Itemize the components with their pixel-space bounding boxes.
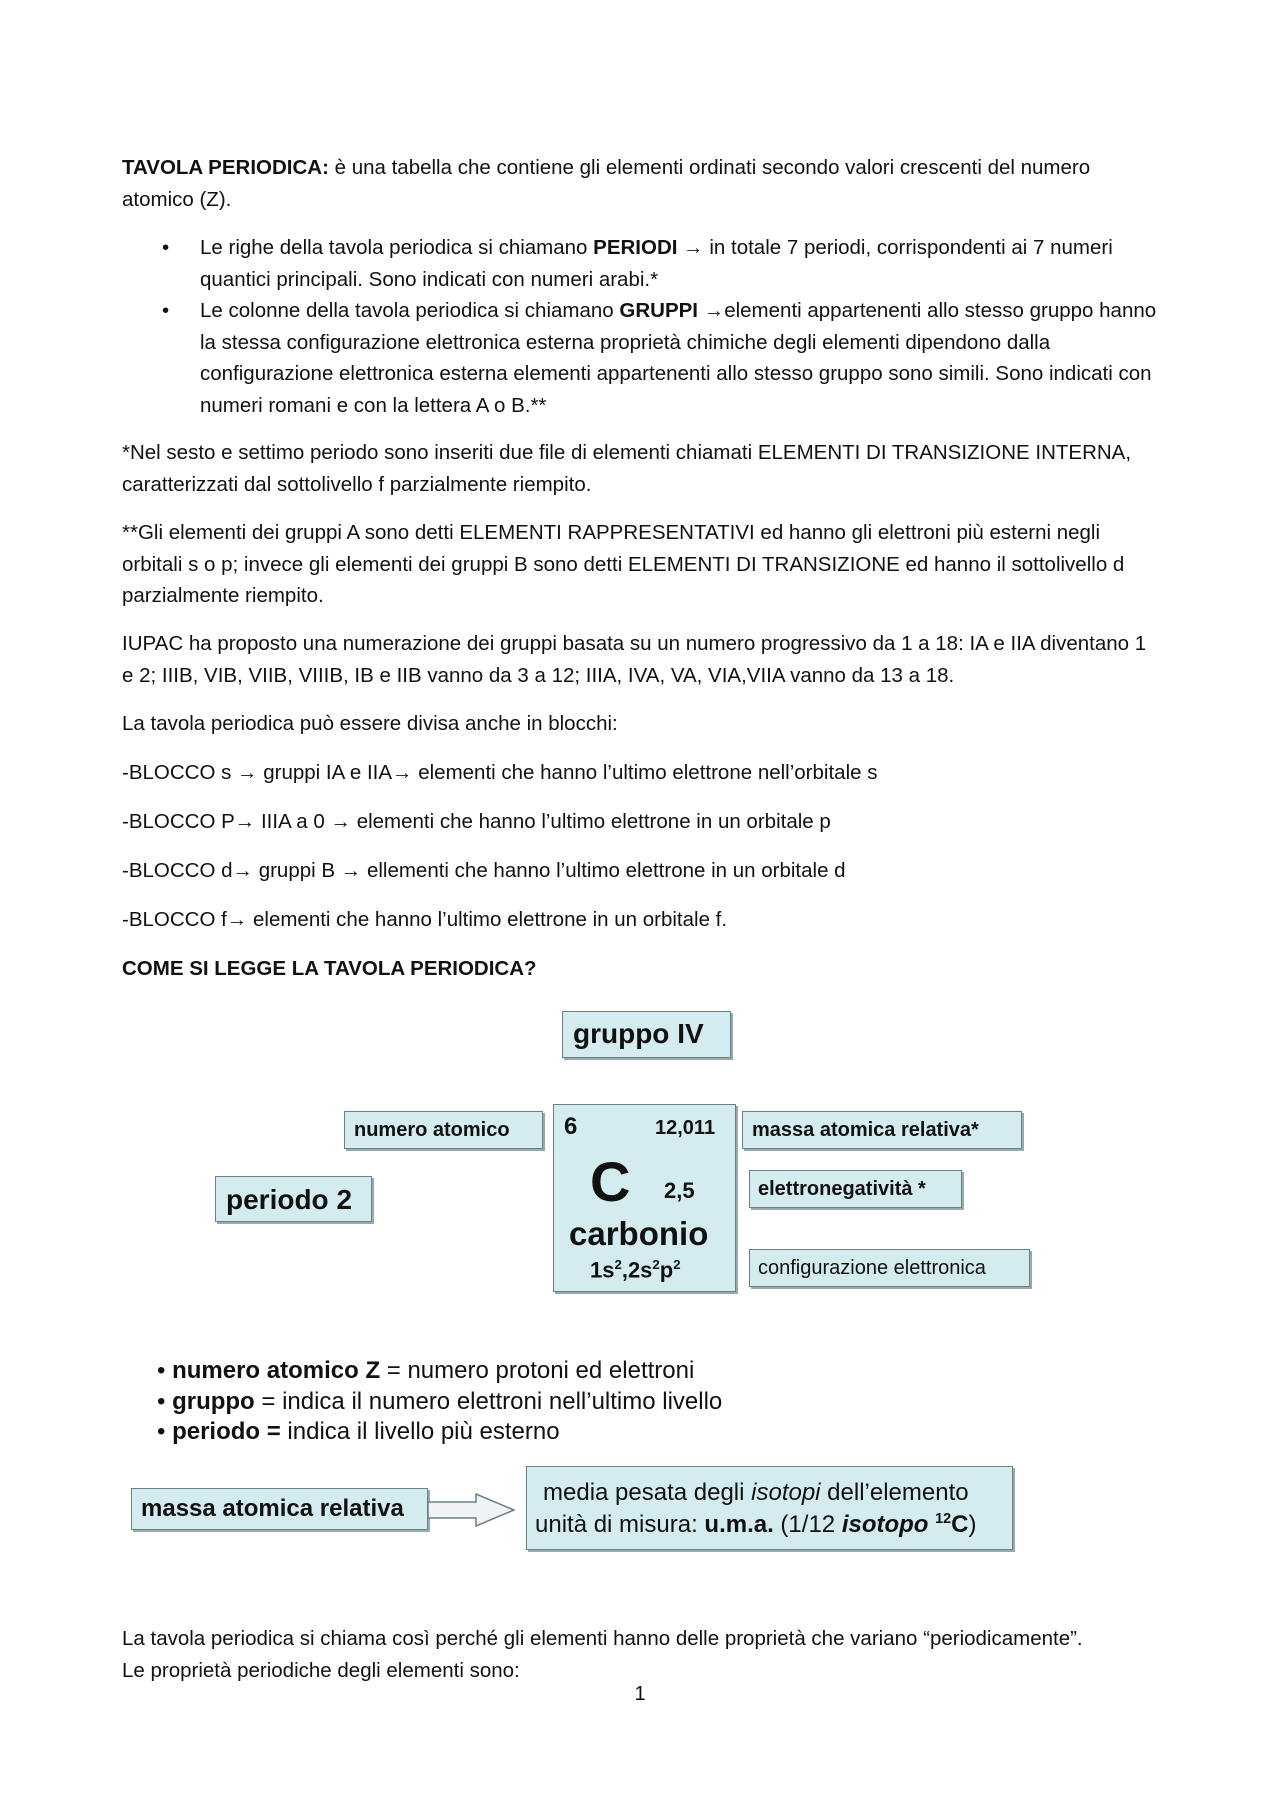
config-sup: 2 xyxy=(652,1257,660,1272)
block-d-label: -BLOCCO d xyxy=(122,859,233,882)
config-sup: 2 xyxy=(614,1257,622,1272)
block-p xyxy=(122,806,1162,838)
block-s-desc: elementi che hanno l’ultimo elettrone nell’orbitale s xyxy=(412,761,878,784)
elettronegativita-box xyxy=(749,1170,962,1208)
element-name: carbonio xyxy=(569,1215,709,1252)
block-p-groups: IIIA a 0 xyxy=(255,810,331,833)
numero-atomico-box xyxy=(344,1111,543,1149)
bullet-periodi xyxy=(122,232,1162,295)
bullet-gruppi-post: elementi appartenenti allo stesso gruppo hanno la stessa configurazione elettronica esterna proprietà chimiche degli elementi dipendono dalla configurazione elettronica esterna elementi appartenenti allo stesso gruppo sono simili. Sono indicati con numeri romani e con la lettera A o B.** xyxy=(200,299,1157,417)
elettronegativita-label: elettronegatività * xyxy=(758,1178,926,1200)
bullet-list xyxy=(122,232,1162,421)
figure-bullet-bold: periodo = xyxy=(172,1418,281,1445)
arrow-icon: → xyxy=(340,859,362,882)
media-text: media pesata degli xyxy=(543,1479,752,1506)
element-mass: 12,011 xyxy=(655,1117,716,1139)
block-f-desc: elementi che hanno l’ultimo elettrone in un orbitale f. xyxy=(247,908,728,931)
element-symbol: C xyxy=(590,1150,631,1213)
massa-atomica-label: massa atomica relativa* xyxy=(752,1119,979,1141)
arrow-icon: → xyxy=(237,761,258,784)
bullet-periodi-bold: PERIODI xyxy=(593,236,678,259)
bullet-gruppi-bold: GRUPPI xyxy=(619,299,698,322)
bullet-gruppi-pre: Le colonne della tavola periodica si chiamano xyxy=(200,299,620,322)
block-s-groups: gruppi IA e IIA xyxy=(257,761,393,784)
figure-bullet-bold: gruppo xyxy=(172,1387,255,1415)
note-2 xyxy=(122,517,1162,612)
configurazione-label: configurazione elettronica xyxy=(758,1257,986,1279)
closing-paragraph xyxy=(122,1623,1162,1686)
arrow-icon: → xyxy=(330,810,351,833)
figure-bullet-text: indica il livello più esterno xyxy=(280,1418,560,1445)
note-1-text: *Nel sesto e settimo periodo sono inseriti due file di elementi chiamati ELEMENTI DI TRANSIZIONE INTERNA, caratterizzati dal sottolivello f parzialmente riempito. xyxy=(122,441,1132,496)
intro-text: è una tabella che contiene gli elementi ordinati secondo valori crescenti del numero atomico (Z). xyxy=(122,156,1091,211)
page-number: 1 xyxy=(634,1683,646,1705)
config-part: ,2s xyxy=(621,1257,653,1283)
figure-bullet-bold: numero atomico Z xyxy=(172,1357,381,1384)
media-line-2 xyxy=(535,1511,977,1539)
element-atomic-number: 6 xyxy=(564,1113,578,1140)
gruppo-label: gruppo IV xyxy=(573,1018,704,1049)
block-f xyxy=(122,904,1162,936)
figure-bullet: • periodo = indica il livello più esterno xyxy=(157,1418,560,1445)
block-f-label: -BLOCCO f xyxy=(122,908,227,931)
arrow-icon: → xyxy=(392,761,413,784)
note-2-text: **Gli elementi dei gruppi A sono detti ELEMENTI RAPPRESENTATIVI ed hanno gli elettroni più esterni negli orbitali s o p; invece gli elementi dei gruppi B sono detti ELEMENTI DI TRANSIZIONE ed hanno il sottolivello d parzialmente riempito. xyxy=(122,521,1125,607)
section-heading-text: COME SI LEGGE LA TAVOLA PERIODICA? xyxy=(122,957,537,980)
element-electronegativity: 2,5 xyxy=(664,1178,695,1203)
media-text: unità di misura: xyxy=(535,1511,705,1538)
config-part: 1s xyxy=(590,1257,615,1283)
block-p-label: -BLOCCO P xyxy=(122,810,235,833)
iupac-paragraph xyxy=(122,628,1162,691)
gruppo-box xyxy=(562,1011,731,1058)
arrow-icon: → xyxy=(226,908,248,931)
figure-bullet-text: = numero protoni ed elettroni xyxy=(380,1357,695,1384)
media-line-1 xyxy=(543,1479,969,1507)
configurazione-box xyxy=(749,1249,1030,1287)
media-text: (1/12 xyxy=(773,1511,842,1538)
block-d-groups: gruppi B xyxy=(253,859,341,882)
media-text: ) xyxy=(968,1511,977,1538)
media-bold: u.m.a. xyxy=(704,1511,774,1538)
media-pesata-box xyxy=(526,1466,1013,1550)
numero-atomico-label: numero atomico xyxy=(354,1119,510,1141)
block-p-desc: elementi che hanno l’ultimo elettrone in un orbitale p xyxy=(351,810,831,833)
blocks-intro xyxy=(122,708,1162,740)
config-part: p xyxy=(659,1257,674,1283)
periodo-box xyxy=(215,1176,372,1222)
figure-bullet-list xyxy=(157,1356,722,1448)
media-italic: isotopo xyxy=(841,1511,929,1538)
massa-relativa-box xyxy=(131,1488,428,1530)
iupac-text: IUPAC ha proposto una numerazione dei gruppi basata su un numero progressivo da 1 a 18: IA e IIA diventano 1 e 2; IIIB, VIB, VIIB, VIIIB, IB e IIB vanno da 3 a 12; IIIA, IVA, VA, VIA,VIIA vanno da 13 a 18. xyxy=(122,632,1147,687)
massa-relativa-label: massa atomica relativa xyxy=(141,1495,404,1522)
block-d-desc: ellementi che hanno l’ultimo elettrone in un orbitale d xyxy=(361,859,846,882)
figure-bullet: • numero atomico Z = numero protoni ed elettroni xyxy=(157,1357,695,1384)
block-d xyxy=(122,855,1162,887)
media-sup: 12 xyxy=(935,1511,952,1527)
figure-bullet-text: = indica il numero elettroni nell’ultimo livello xyxy=(254,1387,723,1415)
intro-title: TAVOLA PERIODICA: xyxy=(122,156,329,179)
media-bold: C xyxy=(951,1511,969,1538)
element-config xyxy=(590,1257,681,1283)
arrow-icon: → xyxy=(234,810,256,833)
bullet-gruppi xyxy=(122,295,1162,421)
arrow-icon: → xyxy=(703,299,725,322)
closing-line-1: La tavola periodica si chiama così perché gli elementi hanno delle proprietà che variano “periodicamente”. xyxy=(122,1627,1083,1650)
closing-line-2: Le proprietà periodiche degli elementi sono: xyxy=(122,1658,520,1682)
note-1 xyxy=(122,437,1162,500)
block-s-label: -BLOCCO s xyxy=(122,761,238,784)
figure-bullet: • gruppo = indica il numero elettroni nell’ultimo livello xyxy=(157,1387,723,1415)
config-sup: 2 xyxy=(673,1257,681,1272)
bullet-dot-icon: • xyxy=(162,236,170,259)
arrow-icon: → xyxy=(232,859,253,882)
media-text: dell’elemento xyxy=(820,1479,969,1506)
intro-paragraph xyxy=(122,152,1162,215)
bullet-periodi-post: in totale 7 periodi, corrispondenti ai 7 numeri quantici principali. Sono indicati con numeri arabi.* xyxy=(200,236,1113,291)
bullet-dot-icon: • xyxy=(162,299,170,322)
blocks-intro-text: La tavola periodica può essere divisa anche in blocchi: xyxy=(122,712,618,735)
bullet-periodi-pre: Le righe della tavola periodica si chiamano xyxy=(200,236,594,259)
periodo-label: periodo 2 xyxy=(226,1184,353,1215)
section-heading xyxy=(122,953,1162,985)
arrow-icon: → xyxy=(683,236,704,259)
media-italic: isotopi xyxy=(751,1479,821,1506)
block-s xyxy=(122,757,1162,789)
element-tile xyxy=(553,1104,736,1292)
right-arrow-icon xyxy=(428,1492,518,1528)
massa-atomica-box xyxy=(742,1111,1022,1149)
